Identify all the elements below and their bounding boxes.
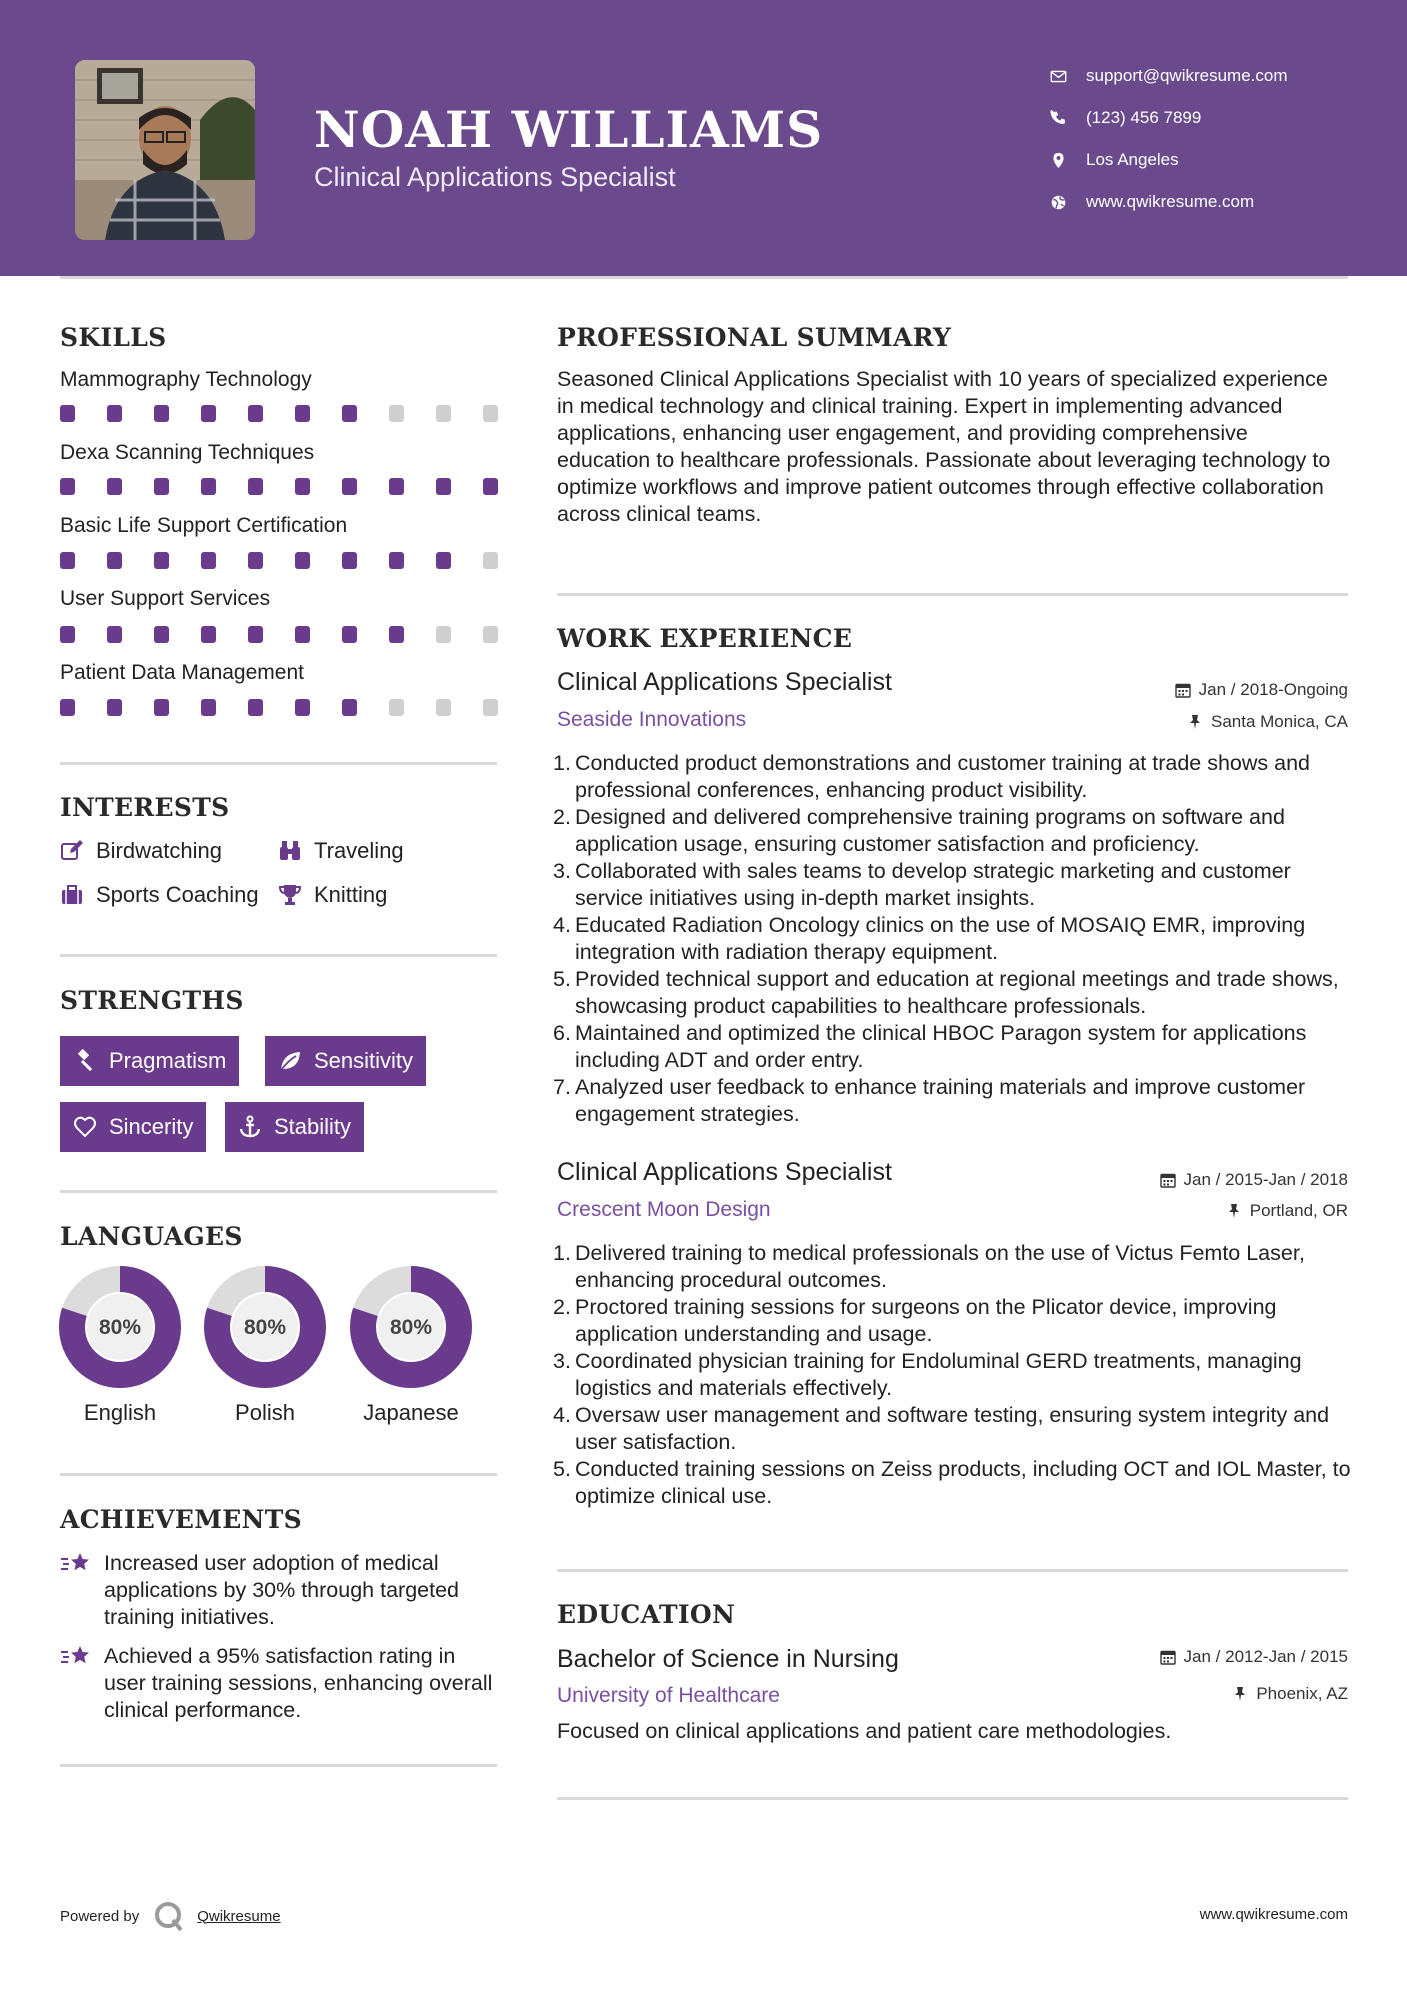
bullet-text: Maintained and optimized the clinical HBOC Paragon system for applications including ADT and order entry.: [575, 1021, 1307, 1072]
job-bullet: [553, 1456, 1353, 1510]
skill-dot-filled: [201, 699, 216, 716]
education-dates-text: Jan / 2012-Jan / 2015: [1183, 1647, 1348, 1666]
skill-dot-filled: [295, 552, 310, 569]
gavel-icon: [73, 1049, 97, 1073]
skill-dot-filled: [248, 626, 263, 643]
section-divider: [557, 1569, 1348, 1572]
job-bullet: [553, 1348, 1353, 1402]
pushpin-icon: [1226, 1203, 1242, 1219]
job-bullet: [553, 1402, 1353, 1456]
qwikresume-logo-icon: [153, 1900, 185, 1932]
skill-dot-filled: [154, 478, 169, 495]
skill-dot-empty: [436, 626, 451, 643]
bullet-text: Conducted training sessions on Zeiss products, including OCT and IOL Master, to optimize clinical use.: [575, 1457, 1351, 1508]
bullet-number: 5.: [553, 1457, 571, 1481]
section-divider: [60, 954, 497, 957]
calendar-icon: [1160, 1649, 1176, 1665]
skill-dot-empty: [483, 405, 498, 422]
skill-dot-filled: [201, 626, 216, 643]
strength-tag: [60, 1102, 206, 1152]
shooting-star-icon: [60, 1550, 92, 1578]
calendar-icon: [1175, 682, 1191, 698]
skill-rating: [60, 699, 498, 716]
calendar-icon: [1160, 1172, 1176, 1188]
job-location-text: Santa Monica, CA: [1210, 712, 1348, 731]
skill-dot-filled: [107, 626, 122, 643]
skill-dot-filled: [60, 405, 75, 422]
bullet-number: 6.: [553, 1021, 571, 1045]
degree-title: Bachelor of Science in Nursing: [557, 1645, 899, 1673]
bullet-text: Proctored training sessions for surgeons on the Plicator device, improving application understanding and usage.: [575, 1295, 1277, 1346]
interest-label: Birdwatching: [96, 838, 222, 863]
map-pin-icon: [1050, 152, 1086, 169]
language-item: [204, 1266, 326, 1426]
languages-heading: LANGUAGES: [60, 1222, 243, 1251]
leaf-icon: [278, 1049, 302, 1073]
globe-icon: [1050, 194, 1086, 211]
bullet-number: 4.: [553, 913, 571, 937]
language-name: Polish: [235, 1400, 295, 1425]
interest-item: [278, 882, 387, 908]
trophy-icon: [278, 883, 302, 907]
language-percent: 80%: [243, 1316, 287, 1339]
section-divider: [557, 1797, 1348, 1800]
bullet-number: 3.: [553, 859, 571, 883]
interest-item: [60, 882, 259, 908]
job-title: Clinical Applications Specialist: [557, 668, 892, 696]
education-heading: EDUCATION: [557, 1600, 736, 1629]
bullet-text: Conducted product demonstrations and customer training at trade shows and professional conferences, enhancing product visibility.: [575, 751, 1311, 802]
job-dates-text: Jan / 2018-Ongoing: [1198, 680, 1348, 699]
job-bullet: [553, 1020, 1353, 1074]
job-dates: [1160, 1170, 1348, 1190]
skill-dot-filled: [60, 478, 75, 495]
strength-tag: [225, 1102, 364, 1152]
edit-icon: [60, 839, 84, 863]
job-bullets: [553, 1240, 1353, 1510]
strength-tag: [265, 1036, 426, 1086]
language-progress-ring: [204, 1266, 326, 1388]
skill-rating: [60, 626, 498, 643]
bullet-number: 1.: [553, 1241, 571, 1265]
skill-dot-filled: [248, 552, 263, 569]
language-name: Japanese: [363, 1400, 459, 1425]
skill-dot-filled: [389, 552, 404, 569]
strength-label: Stability: [274, 1114, 352, 1139]
job-bullet: [553, 912, 1353, 966]
company-name: Seaside Innovations: [557, 708, 747, 731]
bullet-number: 5.: [553, 967, 571, 991]
bullet-text: Collaborated with sales teams to develop strategic marketing and customer service initiatives using in-depth market insights.: [575, 859, 1291, 910]
skill-dot-filled: [436, 478, 451, 495]
header-divider: [60, 276, 1348, 279]
contact-website-text: www.qwikresume.com: [1086, 192, 1255, 211]
skill-dot-filled: [154, 552, 169, 569]
contact-website[interactable]: [1050, 181, 1288, 223]
skills-heading: SKILLS: [60, 323, 167, 352]
job-location-text: Portland, OR: [1249, 1201, 1348, 1220]
strength-label: Pragmatism: [109, 1048, 227, 1073]
interest-label: Traveling: [314, 838, 404, 863]
candidate-title: Clinical Applications Specialist: [314, 162, 676, 192]
phone-icon: [1050, 110, 1086, 127]
strength-label: Sincerity: [109, 1114, 194, 1139]
skill-dot-filled: [436, 552, 451, 569]
bullet-text: Educated Radiation Oncology clinics on the use of MOSAIQ EMR, improving integration with radiation therapy equipment.: [575, 913, 1306, 964]
achievement-text: Achieved a 95% satisfaction rating in user training sessions, enhancing overall clinical performance.: [104, 1644, 493, 1722]
skill-dot-filled: [201, 405, 216, 422]
strength-tag: [60, 1036, 239, 1086]
language-item: [59, 1266, 181, 1426]
footer-powered-by: [60, 1900, 281, 1932]
summary-text: Seasoned Clinical Applications Specialist with 10 years of specialized experience in medical technology and clinical training. Expert in implementing advanced applications, enhancing user engagement, and providing comprehensive education to healthcare professionals. Passionate about leveraging technology to optimize workflows and improve patient outcomes through effective collaboration across clinical teams.: [557, 367, 1331, 526]
bullet-number: 2.: [553, 1295, 571, 1319]
education-location-text: Phoenix, AZ: [1256, 1684, 1348, 1703]
bullet-number: 7.: [553, 1075, 571, 1099]
skill-dot-empty: [436, 405, 451, 422]
contact-location-text: Los Angeles: [1086, 150, 1179, 169]
skill-dot-filled: [107, 699, 122, 716]
footer-website[interactable]: www.qwikresume.com: [1199, 1906, 1348, 1923]
section-divider: [557, 593, 1348, 596]
skill-dot-empty: [483, 699, 498, 716]
job-location: [1187, 712, 1348, 732]
skill-dot-filled: [389, 626, 404, 643]
company-name: Crescent Moon Design: [557, 1198, 771, 1221]
summary-heading: PROFESSIONAL SUMMARY: [557, 323, 952, 352]
contact-email-text: support@qwikresume.com: [1086, 66, 1288, 85]
section-divider: [60, 1473, 497, 1476]
qwikresume-link[interactable]: Qwikresume: [197, 1907, 281, 1925]
skill-label: User Support Services: [60, 587, 271, 610]
skill-dot-empty: [389, 699, 404, 716]
achievements-heading: ACHIEVEMENTS: [60, 1505, 302, 1534]
anchor-icon: [238, 1115, 262, 1139]
skill-dot-filled: [342, 552, 357, 569]
skill-dot-filled: [342, 626, 357, 643]
job-bullet: [553, 804, 1353, 858]
powered-by-text: Powered by: [60, 1907, 140, 1925]
skill-dot-filled: [483, 478, 498, 495]
skill-label: Patient Data Management: [60, 661, 304, 684]
language-progress-ring: [59, 1266, 181, 1388]
strength-label: Sensitivity: [314, 1048, 414, 1073]
bullet-text: Delivered training to medical professionals on the use of Victus Femto Laser, enhancing procedural outcomes.: [575, 1241, 1305, 1292]
skill-dot-filled: [154, 699, 169, 716]
skill-dot-filled: [295, 626, 310, 643]
job-dates-text: Jan / 2015-Jan / 2018: [1183, 1170, 1348, 1189]
skill-dot-filled: [107, 478, 122, 495]
achievement-item: [60, 1550, 500, 1631]
job-bullets: [553, 750, 1353, 1128]
heart-icon: [73, 1115, 97, 1139]
section-divider: [60, 1764, 497, 1767]
candidate-name: NOAH WILLIAMS: [314, 100, 824, 159]
skill-dot-filled: [295, 478, 310, 495]
skill-dot-empty: [483, 626, 498, 643]
skill-rating: [60, 478, 498, 495]
language-percent: 80%: [98, 1316, 142, 1339]
skill-dot-filled: [389, 478, 404, 495]
skill-dot-filled: [295, 405, 310, 422]
experience-heading: WORK EXPERIENCE: [557, 624, 853, 653]
skill-dot-filled: [60, 626, 75, 643]
language-percent: 80%: [389, 1316, 433, 1339]
achievement-text: Increased user adoption of medical applications by 30% through targeted training initiatives.: [104, 1551, 459, 1629]
skill-label: Dexa Scanning Techniques: [60, 441, 315, 464]
section-divider: [60, 762, 497, 765]
skill-dot-empty: [483, 552, 498, 569]
bullet-number: 3.: [553, 1349, 571, 1373]
job-title: Clinical Applications Specialist: [557, 1158, 892, 1186]
skill-dot-filled: [248, 478, 263, 495]
pushpin-icon: [1232, 1686, 1248, 1702]
education-description: Focused on clinical applications and patient care methodologies.: [557, 1719, 1172, 1743]
school-name: University of Healthcare: [557, 1684, 780, 1707]
skill-dot-empty: [389, 405, 404, 422]
job-bullet: [553, 750, 1353, 804]
skill-dot-filled: [342, 405, 357, 422]
skill-dot-empty: [436, 699, 451, 716]
job-bullet: [553, 1240, 1353, 1294]
skill-rating: [60, 405, 498, 422]
skill-dot-filled: [154, 626, 169, 643]
job-bullet: [553, 1074, 1353, 1128]
contact-phone[interactable]: [1050, 97, 1288, 139]
skill-dot-filled: [154, 405, 169, 422]
binoculars-icon: [278, 839, 302, 863]
skill-dot-filled: [248, 699, 263, 716]
job-bullet: [553, 966, 1353, 1020]
strengths-heading: STRENGTHS: [60, 986, 244, 1015]
skill-dot-filled: [248, 405, 263, 422]
interest-label: Sports Coaching: [96, 882, 259, 907]
bullet-number: 1.: [553, 751, 571, 775]
shooting-star-icon: [60, 1643, 92, 1671]
bullet-number: 4.: [553, 1403, 571, 1427]
bullet-text: Coordinated physician training for Endoluminal GERD treatments, managing logistics and materials effectively.: [575, 1349, 1302, 1400]
bullet-text: Analyzed user feedback to enhance training materials and improve customer engagement strategies.: [575, 1075, 1306, 1126]
section-divider: [60, 1190, 497, 1193]
skill-label: Mammography Technology: [60, 368, 312, 391]
language-name: English: [83, 1400, 157, 1425]
contact-location: [1050, 139, 1288, 181]
language-item: [350, 1266, 472, 1426]
briefcase-icon: [60, 883, 84, 907]
skill-dot-filled: [60, 699, 75, 716]
interest-item: [60, 838, 222, 864]
job-location: [1226, 1201, 1348, 1221]
skill-dot-filled: [295, 699, 310, 716]
skill-dot-filled: [342, 699, 357, 716]
skill-dot-filled: [107, 552, 122, 569]
interest-item: [278, 838, 404, 864]
profile-photo: [75, 60, 255, 240]
bullet-number: 2.: [553, 805, 571, 829]
interests-heading: INTERESTS: [60, 793, 230, 822]
pushpin-icon: [1187, 714, 1203, 730]
bullet-text: Provided technical support and education at regional meetings and trade shows, showcasing product capabilities to healthcare professionals.: [575, 967, 1339, 1018]
skill-dot-filled: [201, 552, 216, 569]
education-dates: [1160, 1647, 1348, 1667]
envelope-icon: [1050, 68, 1086, 85]
job-bullet: [553, 858, 1353, 912]
skill-dot-filled: [342, 478, 357, 495]
interest-label: Knitting: [314, 882, 388, 907]
skill-dot-filled: [107, 405, 122, 422]
achievement-item: [60, 1643, 500, 1724]
contact-phone-text: (123) 456 7899: [1086, 108, 1202, 127]
bullet-text: Designed and delivered comprehensive training programs on software and application usage, ensuring customer satisfaction and proficiency.: [575, 805, 1285, 856]
language-progress-ring: [350, 1266, 472, 1388]
resume-header: [0, 0, 1407, 276]
job-dates: [1175, 680, 1348, 700]
education-location: [1232, 1684, 1348, 1704]
bullet-text: Oversaw user management and software testing, ensuring system integrity and user satisfaction.: [575, 1403, 1330, 1454]
skill-dot-filled: [60, 552, 75, 569]
skill-rating: [60, 552, 498, 569]
contact-list: [1050, 55, 1288, 223]
skill-dot-filled: [201, 478, 216, 495]
contact-email[interactable]: [1050, 55, 1288, 97]
skill-label: Basic Life Support Certification: [60, 514, 348, 537]
job-bullet: [553, 1294, 1353, 1348]
